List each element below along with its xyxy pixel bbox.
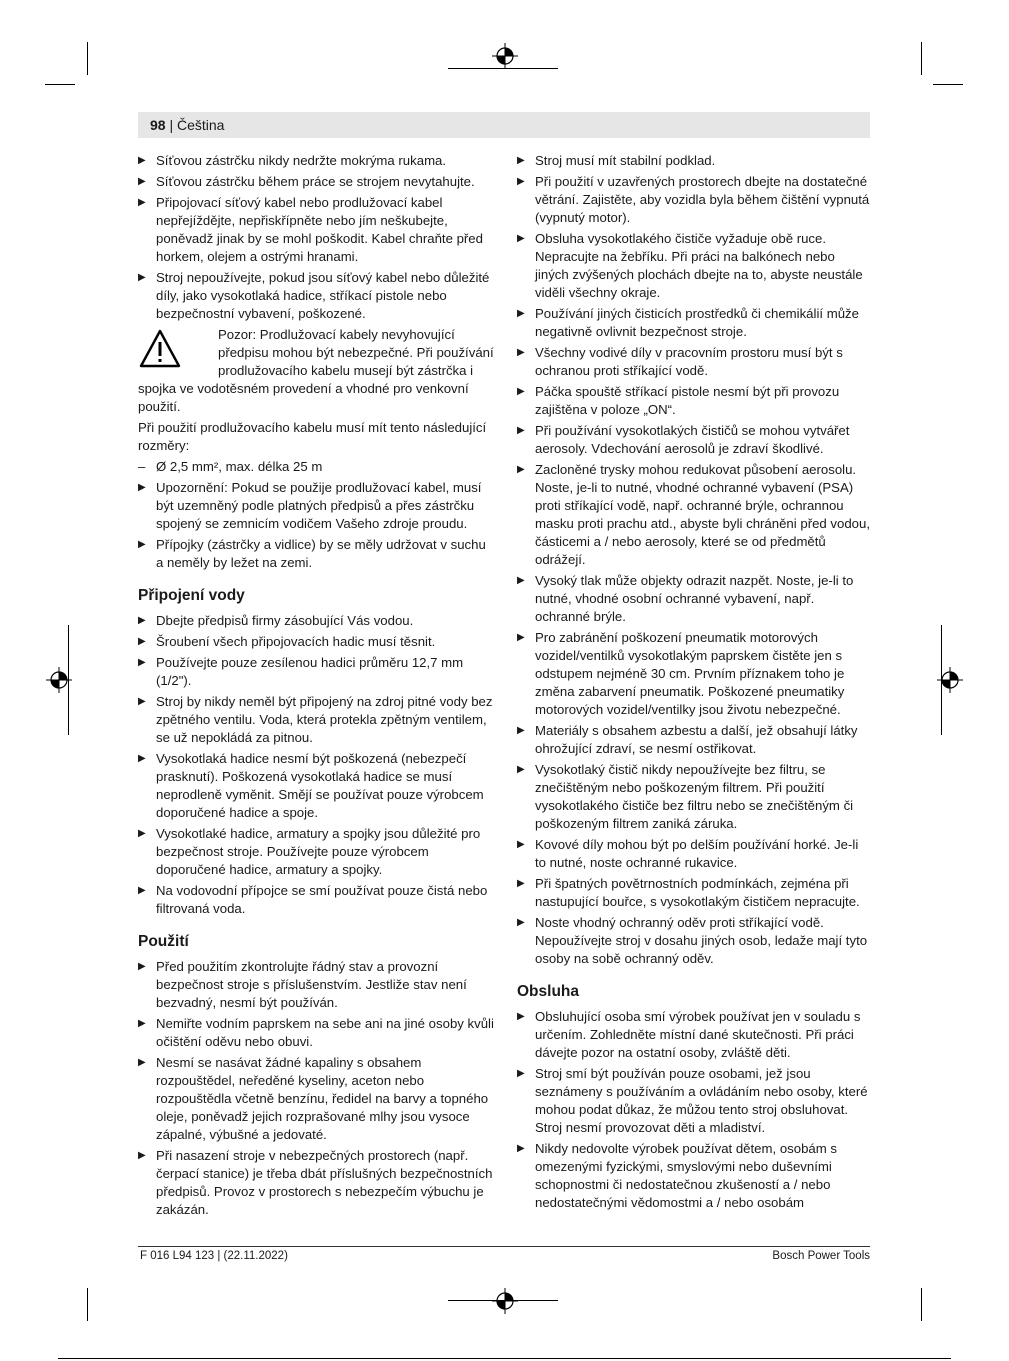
header-language: Čeština bbox=[177, 117, 225, 133]
header-separator: | bbox=[165, 117, 177, 133]
bullet-triangle-icon: ▶ bbox=[517, 155, 525, 166]
bullet-triangle-icon: ▶ bbox=[517, 917, 525, 928]
right-column bbox=[517, 152, 871, 1215]
list-item: ▶ Kovové díly mohou být po delším používání horké. Je-li to nutné, noste ochranné rukavice. bbox=[517, 837, 859, 870]
bullet-triangle-icon: ▶ bbox=[138, 1018, 146, 1029]
section-title-use: Použití bbox=[138, 933, 189, 950]
left-column bbox=[138, 152, 494, 1222]
list-item: ▶ Obsluha vysokotlakého čističe vyžaduje obě ruce. Nepracujte na žebříku. Při práci na balkónech nebo jiných zvýšených plochách dbejte na to, abyste neustále viděli všechny okraje. bbox=[517, 231, 863, 300]
registration-target-icon bbox=[492, 1288, 518, 1314]
page-header-text bbox=[150, 117, 224, 133]
list-item: ▶ Upozornění: Pokud se použije prodlužovací kabel, musí být uzemněný podle platných předpisů a přes zástrčku spojený se zemnicím vodičem Vašeho zdroje proudu. bbox=[138, 480, 482, 531]
list-item: ▶ Nesmí se nasávat žádné kapaliny s obsahem rozpouštědel, neředěné kyseliny, aceton nebo rozpouštědla včetně benzínu, ředidel na barvy a topného oleje, poněvadž jejich rozprašované mlhy jsou vysoce zápalné, výbušné a jedovaté. bbox=[138, 1055, 489, 1142]
bullet-triangle-icon: ▶ bbox=[138, 1057, 146, 1068]
list-item: ▶ Zacloněné trysky mohou redukovat působení aerosolu. Noste, je-li to nutné, vhodné ochranné vybavení (PSA) proti stříkající vodě, např. ochranné brýle, ochrannou masku proti prachu atd., abyste byli chráněni před vodou, částicemi a / nebo aerosoly, které se od předmětů odrážejí. bbox=[517, 462, 871, 567]
bullet-triangle-icon: ▶ bbox=[517, 347, 525, 358]
extension-paragraph: Při použití prodlužovacího kabelu musí mít tento následující rozměry: bbox=[138, 420, 487, 453]
list-item: ▶ Vysokotlaké hadice, armatury a spojky jsou důležité pro bezpečnost stroje. Používejte pouze výrobcem doporučené hadice, armatury a spojky. bbox=[138, 826, 481, 877]
bullet-triangle-icon: ▶ bbox=[138, 696, 146, 707]
bullet-triangle-icon: ▶ bbox=[138, 753, 146, 764]
list-item: ▶ Stroj musí mít stabilní podklad. bbox=[517, 153, 716, 168]
list-item: ▶ Síťovou zástrčku nikdy nedržte mokrýma rukama. bbox=[138, 153, 447, 168]
list-item: ▶ Noste vhodný ochranný oděv proti stříkající vodě. Nepoužívejte stroj v dosahu jiných osob, ledaže mají tyto osoby na sobě ochranný oděv. bbox=[517, 915, 868, 966]
crop-mark bbox=[87, 42, 88, 75]
bullet-triangle-icon: ▶ bbox=[517, 878, 525, 889]
crop-mark bbox=[921, 42, 922, 75]
bullet-triangle-icon: ▶ bbox=[517, 308, 525, 319]
list-item: ▶ Šroubení všech připojovacích hadic musí těsnit. bbox=[138, 634, 436, 649]
bullet-triangle-icon: ▶ bbox=[138, 961, 146, 972]
list-item: ▶ Nemiřte vodním paprskem na sebe ani na jiné osoby kvůli očištění oděvu nebo obuvi. bbox=[138, 1016, 494, 1049]
list-item: ▶ Vysoký tlak může objekty odrazit nazpět. Noste, je-li to nutné, vhodné osobní ochranné vybavení, např. ochranné brýle. bbox=[517, 573, 854, 624]
registration-target-icon bbox=[937, 667, 963, 693]
list-item: ▶ Přípojky (zástrčky a vidlice) by se měly udržovat v suchu a neměly by ležet na zemi. bbox=[138, 537, 486, 570]
bullet-triangle-icon: ▶ bbox=[138, 615, 146, 626]
list-item: ▶ Připojovací síťový kabel nebo prodlužovací kabel nepřejíždějte, nepřiskřípněte nebo jím neškubejte, poněvadž jinak by se mohl poškodit. Kabel chraňte před horkem, olejem a ostrými hranami. bbox=[138, 195, 483, 264]
list-item: ▶ Materiály s obsahem azbestu a další, jež obsahují látky ohrožující zdraví, se nesmí ostřikovat. bbox=[517, 723, 858, 756]
crop-mark bbox=[45, 84, 75, 85]
list-item: ▶ Obsluhující osoba smí výrobek používat jen v souladu s určením. Zohledněte místní dané skutečnosti. Při práci dávejte pozor na ostatní osoby, zvláště děti. bbox=[517, 1009, 861, 1060]
bullet-triangle-icon: ▶ bbox=[517, 425, 525, 436]
list-item: ▶ Stroj smí být používán pouze osobami, jež jsou seznámeny s používáním a ovládáním nebo osoby, které mohou podat důkaz, že můžou tento stroj obsluhovat. Stroj nesmí provozovat děti a mladiství. bbox=[517, 1066, 868, 1135]
page-bottom-rule bbox=[58, 1358, 951, 1359]
bullet-triangle-icon: ▶ bbox=[138, 1150, 146, 1161]
footer-rule bbox=[138, 1246, 870, 1247]
warning-block bbox=[138, 326, 494, 416]
bullet-triangle-icon: ▶ bbox=[138, 197, 146, 208]
list-item: ▶ Nikdy nedovolte výrobek používat dětem, osobám s omezenými fyzickými, smyslovými nebo duševními schopnostmi či nedostatečnou zkušeností a / nebo nedostatečnými vědomostmi a / nebo osobám bbox=[517, 1141, 838, 1210]
bullet-triangle-icon: ▶ bbox=[517, 632, 525, 643]
list-item: ▶ Síťovou zástrčku během práce se strojem nevytahujte. bbox=[138, 174, 475, 189]
page-number: 98 bbox=[150, 117, 166, 133]
list-item: ▶ Vysokotlaká hadice nesmí být poškozená (nebezpečí prasknutí). Poškozená vysokotlaká hadice se musí neprodleně vyměnit. Smějí se používat pouze výrobcem doporučené hadice a spoje. bbox=[138, 751, 484, 820]
bullet-triangle-icon: ▶ bbox=[517, 176, 525, 187]
list-item: ▶ Používejte pouze zesílenou hadici průměru 12,7 mm (1/2"). bbox=[138, 655, 464, 688]
bullet-triangle-icon: ▶ bbox=[138, 636, 146, 647]
registration-target-icon bbox=[46, 667, 72, 693]
bullet-triangle-icon: ▶ bbox=[517, 233, 525, 244]
list-item: ▶ Při použití v uzavřených prostorech dbejte na dostatečné větrání. Zajistěte, aby vozidla byla během čištění vypnutá (vypnutý motor). bbox=[517, 174, 870, 225]
footer-brand: Bosch Power Tools bbox=[772, 1250, 870, 1262]
bullet-triangle-icon: ▶ bbox=[138, 885, 146, 896]
list-item: ▶ Na vodovodní přípojce se smí používat pouze čistá nebo filtrovaná voda. bbox=[138, 883, 488, 916]
warning-triangle-icon bbox=[138, 328, 182, 370]
list-item: – Ø 2,5 mm², max. délka 25 m bbox=[138, 459, 323, 474]
bullet-triangle-icon: ▶ bbox=[138, 657, 146, 668]
registration-target-icon bbox=[492, 43, 518, 69]
section-title-water: Připojení vody bbox=[138, 587, 245, 604]
bullet-triangle-icon: ▶ bbox=[517, 1143, 525, 1154]
warning-text: Pozor: Prodlužovací kabely nevyhovující předpisu mohou být nebezpečné. Při používání prodlužovacího kabelu musejí být zástrčka i spojka ve vodotěsném provedení a vhodné pro venkovní použití. bbox=[138, 327, 494, 414]
list-item: ▶ Při nasazení stroje v nebezpečných prostorech (např. čerpací stanice) je třeba dbát příslušných bezpečnostních předpisů. Provoz v prostorech s nebezpečím výbuchu je zakázán. bbox=[138, 1148, 493, 1217]
bullet-triangle-icon: ▶ bbox=[517, 1011, 525, 1022]
list-item: ▶ Vysokotlaký čistič nikdy nepoužívejte bez filtru, se znečištěným nebo poškozeným filtrem. Při použití vysokotlakého čističe bez filtru nebo se znečištěným či poškozeným filtrem zaniká záruka. bbox=[517, 762, 854, 831]
bullet-triangle-icon: ▶ bbox=[138, 539, 146, 550]
bullet-triangle-icon: ▶ bbox=[138, 155, 146, 166]
footer-doc-id: F 016 L94 123 | (22.11.2022) bbox=[140, 1250, 288, 1262]
list-item: ▶ Dbejte předpisů firmy zásobující Vás vodou. bbox=[138, 613, 414, 628]
list-item: ▶ Stroj nepoužívejte, pokud jsou síťový kabel nebo důležité díly, jako vysokotlaká hadice, stříkací pistole nebo bezpečnostní vybavení, poškozené. bbox=[138, 270, 490, 321]
list-item: ▶ Před použitím zkontrolujte řádný stav a provozní bezpečnost stroje s příslušenstvím. Jestliže stav není bezvadný, nesmí být používán. bbox=[138, 959, 467, 1010]
bullet-triangle-icon: ▶ bbox=[138, 482, 146, 493]
bullet-triangle-icon: ▶ bbox=[517, 1068, 525, 1079]
list-item: ▶ Pro zabránění poškození pneumatik motorových vozidel/ventilků vysokotlakým paprskem čistěte jen s odstupem nejméně 30 cm. Prvním příznakem toho je změna zabarvení pneumatik. Poškozené pneumatiky motorových vozidel/ventilky jsou životu nebezpečné. bbox=[517, 630, 845, 717]
page-header bbox=[138, 112, 870, 138]
list-item: ▶ Při používání vysokotlakých čističů se mohou vytvářet aerosoly. Vdechování aerosolů je zdraví škodlivé. bbox=[517, 423, 850, 456]
bullet-triangle-icon: ▶ bbox=[517, 386, 525, 397]
list-item: ▶ Používání jiných čisticích prostředků či chemikálií může negativně ovlivnit bezpečnost stroje. bbox=[517, 306, 859, 339]
bullet-triangle-icon: ▶ bbox=[517, 575, 525, 586]
bullet-triangle-icon: ▶ bbox=[517, 839, 525, 850]
list-item: ▶ Všechny vodivé díly v pracovním prostoru musí být s ochranou proti stříkající vodě. bbox=[517, 345, 843, 378]
bullet-triangle-icon: ▶ bbox=[138, 176, 146, 187]
crop-mark bbox=[933, 84, 963, 85]
list-item: ▶ Při špatných povětrnostních podmínkách, zejména při nastupující bouřce, s vysokotlakým čističem nepracujte. bbox=[517, 876, 860, 909]
list-item: ▶ Stroj by nikdy neměl být připojený na zdroj pitné vody bez zpětného ventilu. Voda, která protekla zpětným ventilem, se už nepokládá za pitnou. bbox=[138, 694, 493, 745]
crop-mark bbox=[87, 1288, 88, 1321]
bullet-triangle-icon: ▶ bbox=[517, 764, 525, 775]
bullet-triangle-icon: ▶ bbox=[517, 464, 525, 475]
bullet-triangle-icon: ▶ bbox=[138, 828, 146, 839]
bullet-triangle-icon: ▶ bbox=[517, 725, 525, 736]
crop-mark bbox=[921, 1288, 922, 1321]
list-item: ▶ Páčka spouště stříkací pistole nesmí být při provozu zajištěna v poloze „ON“. bbox=[517, 384, 840, 417]
section-title-operation: Obsluha bbox=[517, 983, 580, 1000]
bullet-triangle-icon: ▶ bbox=[138, 272, 146, 283]
